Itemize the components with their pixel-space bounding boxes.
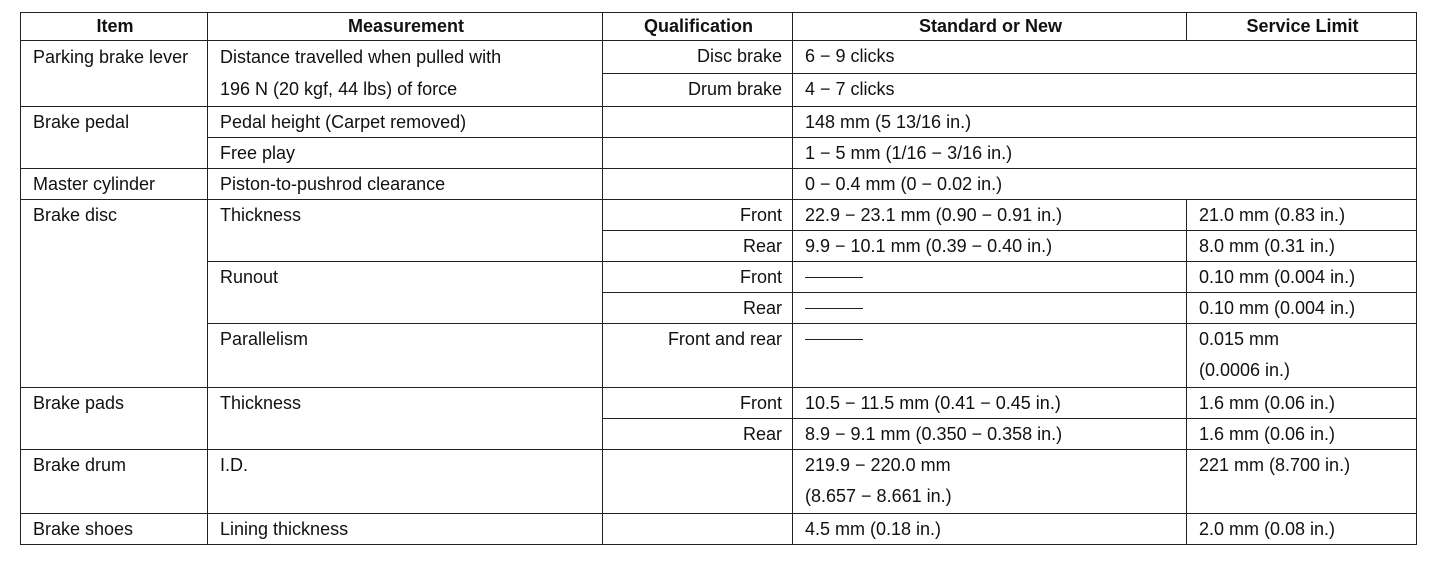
qual-rear: Rear xyxy=(603,419,793,450)
measurement-id: I.D. xyxy=(208,450,603,514)
table-row xyxy=(21,169,1417,200)
table-row xyxy=(21,514,1417,545)
std-disc-thickness-front: 22.9 − 23.1 mm (0.90 − 0.91 in.) xyxy=(793,200,1187,231)
limit-disc-thickness-front: 21.0 mm (0.83 in.) xyxy=(1187,200,1417,231)
std-runout-front xyxy=(793,262,1187,293)
table-row xyxy=(21,262,1417,293)
std-clearance: 0 − 0.4 mm (0 − 0.02 in.) xyxy=(793,169,1417,200)
header-row xyxy=(21,13,1417,41)
measurement-pad-thickness: Thickness xyxy=(208,388,603,450)
std-pad-rear: 8.9 − 9.1 mm (0.350 − 0.358 in.) xyxy=(793,419,1187,450)
std-lining: 4.5 mm (0.18 in.) xyxy=(793,514,1187,545)
item-brake-drum: Brake drum xyxy=(21,450,208,514)
header-standard: Standard or New xyxy=(793,13,1187,41)
qual-empty xyxy=(603,107,793,138)
std-drum-line1: 219.9 − 220.0 mm xyxy=(805,455,951,475)
header-service-limit: Service Limit xyxy=(1187,13,1417,41)
std-pad-front: 10.5 − 11.5 mm (0.41 − 0.45 in.) xyxy=(793,388,1187,419)
limit-parallelism-line1: 0.015 mm xyxy=(1199,329,1280,349)
std-drum-brake: 4 − 7 clicks xyxy=(793,74,1417,107)
qual-front: Front xyxy=(603,262,793,293)
measurement-runout: Runout xyxy=(208,262,603,324)
header-qualification: Qualification xyxy=(603,13,793,41)
measurement-parallelism: Parallelism xyxy=(208,324,603,388)
table-row xyxy=(21,41,1417,74)
limit-parallelism xyxy=(1187,324,1417,388)
qual-disc-brake: Disc brake xyxy=(603,41,793,74)
item-brake-disc: Brake disc xyxy=(21,200,208,388)
std-drum-line2: (8.657 − 8.661 in.) xyxy=(805,486,952,506)
table-row xyxy=(21,388,1417,419)
std-free-play: 1 − 5 mm (1/16 − 3/16 in.) xyxy=(793,138,1417,169)
measurement-free-play: Free play xyxy=(208,138,603,169)
table-row xyxy=(21,107,1417,138)
measurement-pedal-height: Pedal height (Carpet removed) xyxy=(208,107,603,138)
qual-drum-brake: Drum brake xyxy=(603,74,793,107)
table-row xyxy=(21,200,1417,231)
header-item: Item xyxy=(21,13,208,41)
dash-mark xyxy=(805,308,863,309)
item-brake-shoes: Brake shoes xyxy=(21,514,208,545)
qual-rear: Rear xyxy=(603,231,793,262)
limit-disc-thickness-rear: 8.0 mm (0.31 in.) xyxy=(1187,231,1417,262)
std-disc-thickness-rear: 9.9 − 10.1 mm (0.39 − 0.40 in.) xyxy=(793,231,1187,262)
qual-empty xyxy=(603,450,793,514)
measurement-parking-line2: 196 N (20 kgf, 44 lbs) of force xyxy=(220,79,458,99)
limit-pad-rear: 1.6 mm (0.06 in.) xyxy=(1187,419,1417,450)
std-parallelism xyxy=(793,324,1187,388)
measurement-parking xyxy=(208,41,603,107)
qual-rear: Rear xyxy=(603,293,793,324)
qual-empty xyxy=(603,514,793,545)
qual-empty xyxy=(603,138,793,169)
measurement-disc-thickness: Thickness xyxy=(208,200,603,262)
measurement-parking-line1: Distance travelled when pulled with xyxy=(220,47,502,67)
table-row xyxy=(21,450,1417,514)
dash-mark xyxy=(805,277,863,278)
item-brake-pedal: Brake pedal xyxy=(21,107,208,169)
limit-runout-rear: 0.10 mm (0.004 in.) xyxy=(1187,293,1417,324)
table-row xyxy=(21,138,1417,169)
limit-lining: 2.0 mm (0.08 in.) xyxy=(1187,514,1417,545)
limit-runout-front: 0.10 mm (0.004 in.) xyxy=(1187,262,1417,293)
qual-front-and-rear: Front and rear xyxy=(603,324,793,388)
dash-mark xyxy=(805,339,863,340)
brake-specifications-table xyxy=(20,12,1417,545)
std-pedal-height: 148 mm (5 13/16 in.) xyxy=(793,107,1417,138)
measurement-lining: Lining thickness xyxy=(208,514,603,545)
std-runout-rear xyxy=(793,293,1187,324)
qual-front: Front xyxy=(603,200,793,231)
item-master-cylinder: Master cylinder xyxy=(21,169,208,200)
item-brake-pads: Brake pads xyxy=(21,388,208,450)
item-parking-brake: Parking brake lever xyxy=(21,41,208,107)
measurement-clearance: Piston-to-pushrod clearance xyxy=(208,169,603,200)
header-measurement: Measurement xyxy=(208,13,603,41)
std-disc-brake: 6 − 9 clicks xyxy=(793,41,1417,74)
qual-empty xyxy=(603,169,793,200)
table-row xyxy=(21,324,1417,388)
qual-front: Front xyxy=(603,388,793,419)
limit-parallelism-line2: (0.0006 in.) xyxy=(1199,360,1291,380)
limit-drum: 221 mm (8.700 in.) xyxy=(1187,450,1417,514)
limit-pad-front: 1.6 mm (0.06 in.) xyxy=(1187,388,1417,419)
std-drum xyxy=(793,450,1187,514)
